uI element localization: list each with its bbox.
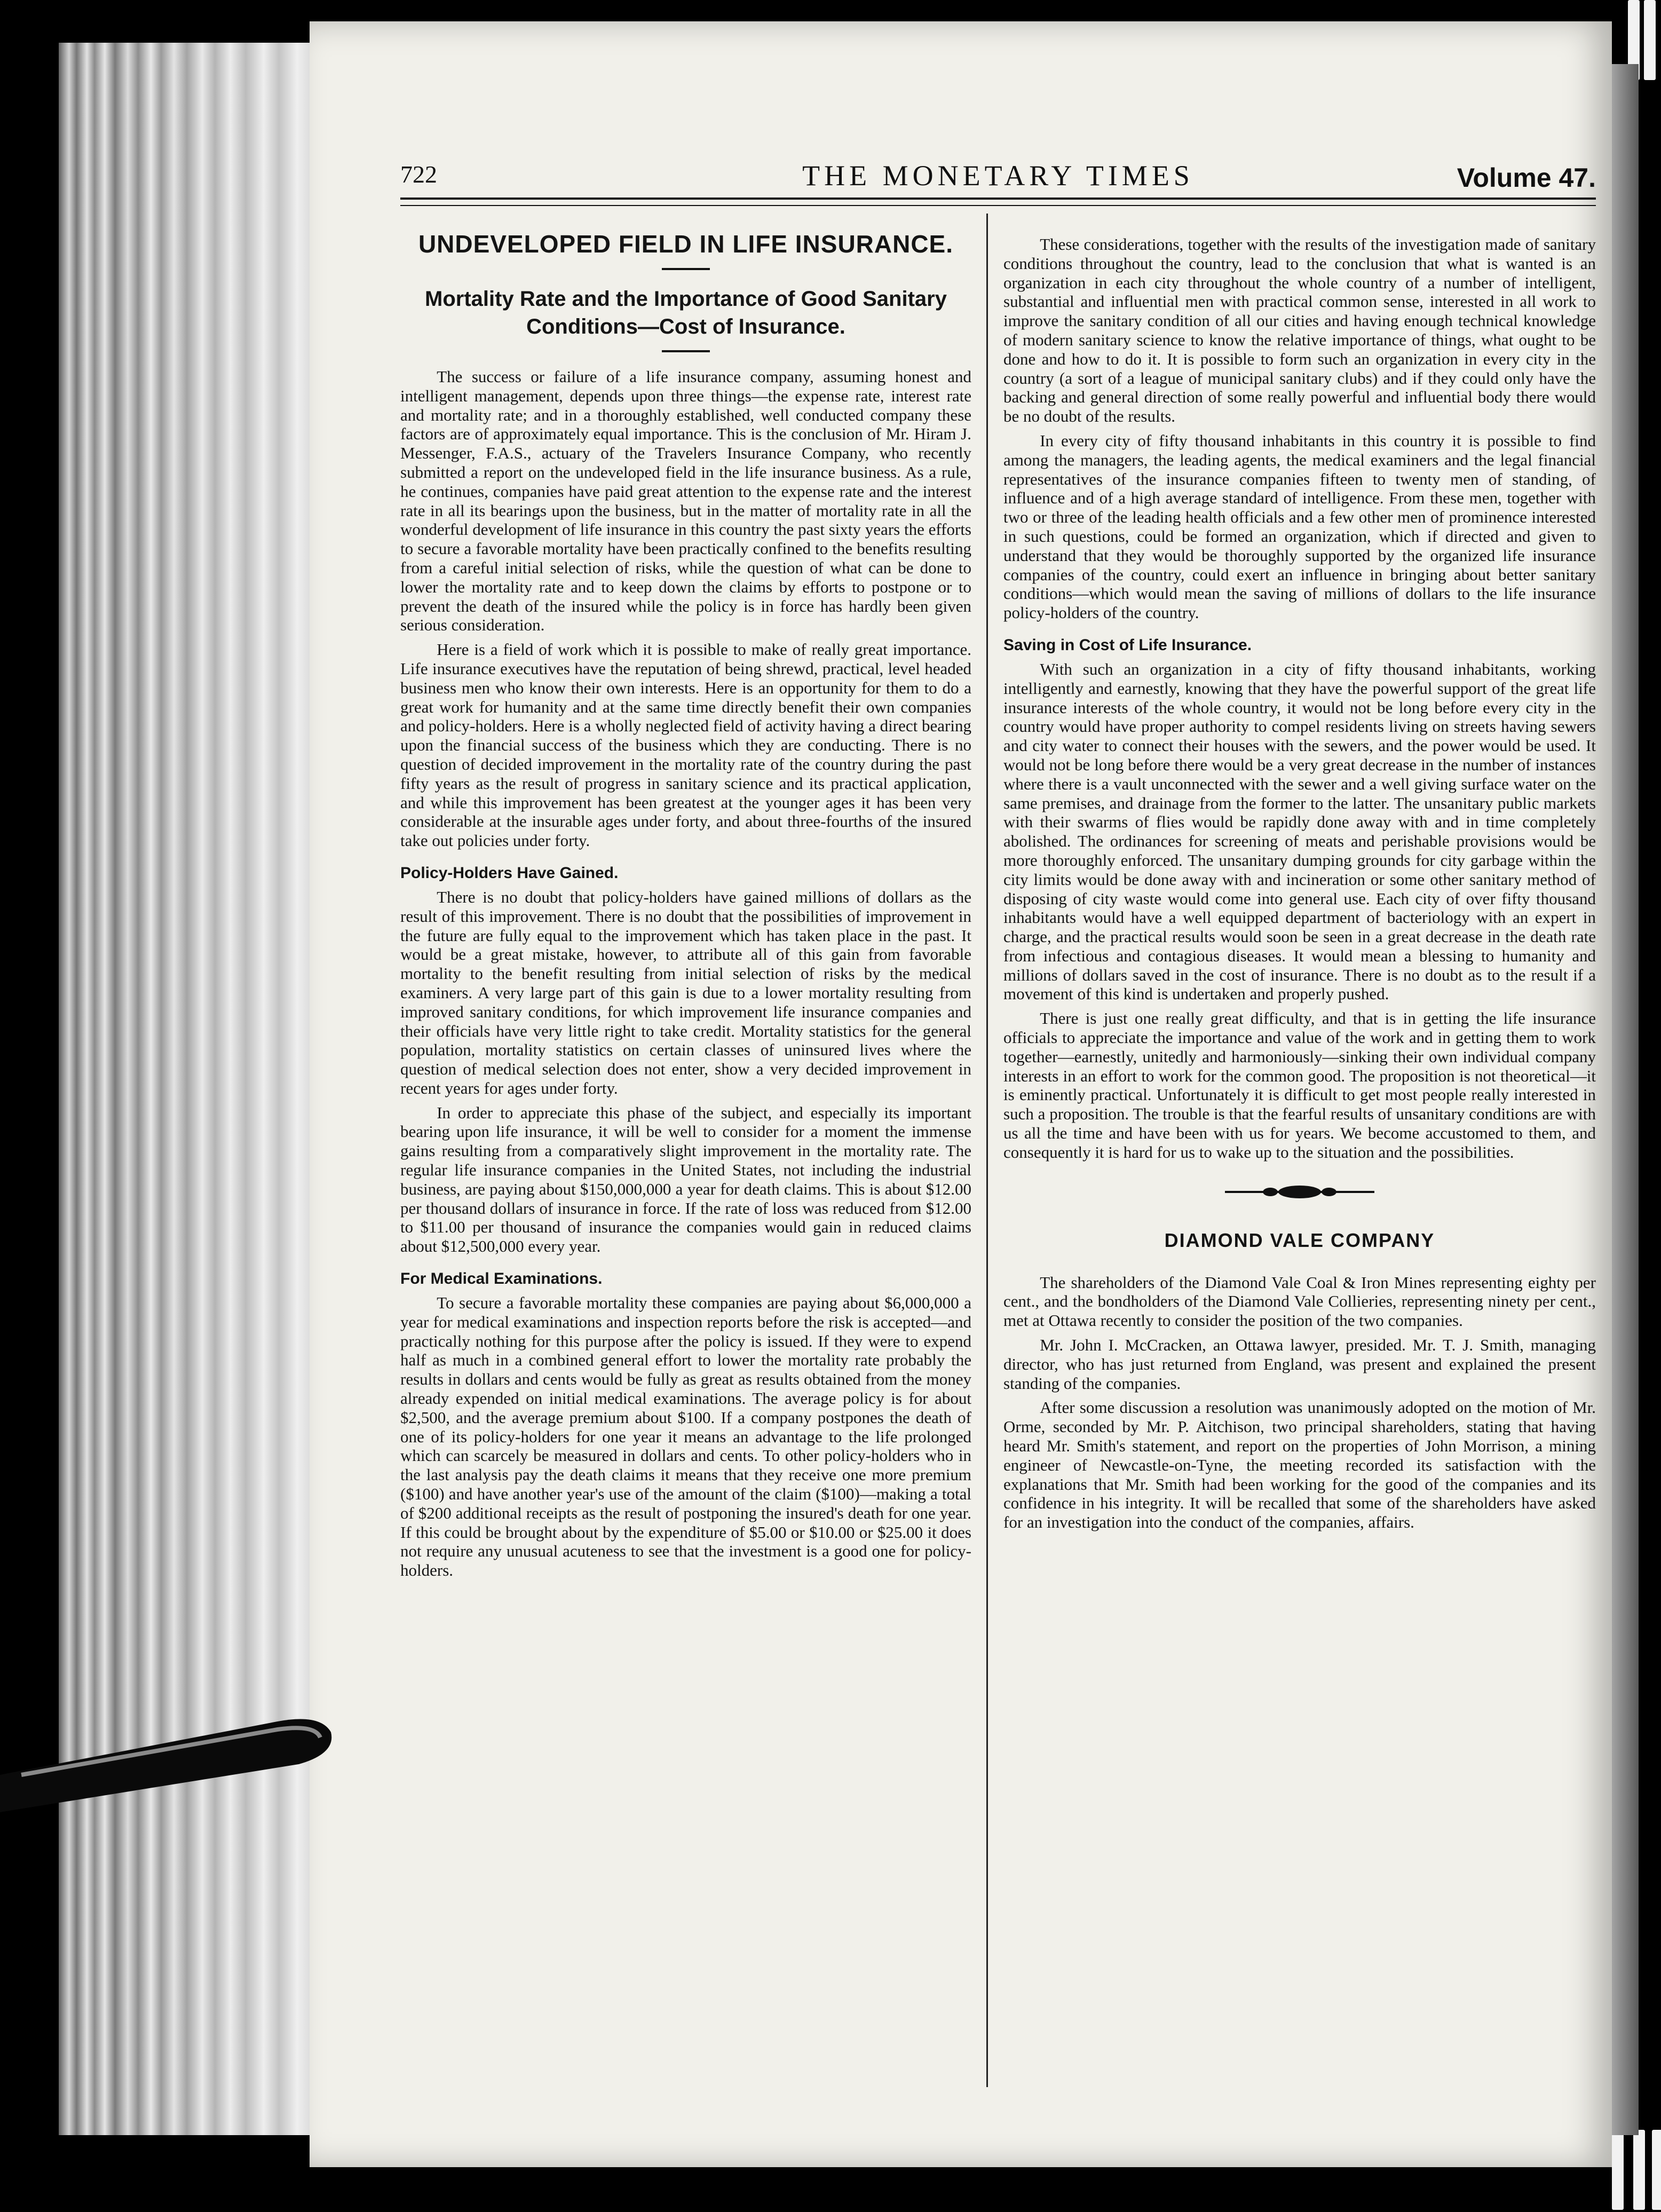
paragraph: In order to appreciate this phase of the subject, and especially its important bearing upon life insurance, it will be well to consider for a moment the immense gains resulting from a comparatively slight improvement in the mortality rate. The regular life insurance companies in the United States, not including the industrial business, are paying about $150,000,000 a year for death claims. This is about $12.00 per thousand dollars of insurance in force. If the rate of loss was reduced from $12.00 to $11.00 per thousand of insurance the companies would gain in reduced claims about $12,500,000 every year.	[400, 1103, 971, 1256]
paragraph: These considerations, together with the results of the investigation made of sanitary conditions throughout the country, lead to the conclusion that what is wanted is an organization in each city throughout the whole country of a number of intelligent, substantial and influential men with practical common sense, interested in all work to improve the sanitary condition of all our cities and having enough technical knowledge of modern sanitary science to know the relative importance of things, what ought to be done and how to do it. It is possible to form such an organization in every city in the country (a sort of a league of municipal sanitary clubs) and if they could only have the backing and general direction of some really powerful and influential body there would be no doubt of the results.	[1003, 235, 1596, 426]
paragraph: Here is a field of work which it is possible to make of really great importance. Life insurance executives have the reputation of being shrewd, practical, level headed business men who know their own interests. Here is an opportunity for them to do a great work for humanity and at the same time directly benefit their own companies and policy-holders. Here is a wholly neglected field of activity having a direct bearing upon the financial success of the business which they are conducting. There is no question of decided improvement in the mortality rate of the country during the past fifty years as the result of progress in sanitary science and its practical application, and while this improvement has been greatest at the younger ages it has been very considerable at the insurable ages under forty, and about three-fourths of the insured take out policies under forty.	[400, 640, 971, 850]
paragraph: There is just one really great difficulty, and that is in getting the life insurance officials to appreciate the importance and value of the work and in getting them to work together—earnestly, unitedly and harmoniously—sinking their own individual company interests in an effort to work for the common good. The proposition is not theoretical—it is eminently practical. Unfortunately it is difficult to get most people really interested in such a proposition. The trouble is that the fearful results of unsanitary conditions are with us all the time and have been with us for years. We become accustomed to them, and consequently it is hard for us to wake up to the situation and the possibilities.	[1003, 1009, 1596, 1162]
pen-pointer	[0, 1711, 342, 1812]
film-sprocket	[1644, 0, 1656, 80]
paragraph: Mr. John I. McCracken, an Ottawa lawyer, presided. Mr. T. J. Smith, managing director, who has just returned from England, was present and explained the present standing of the companies.	[1003, 1336, 1596, 1393]
article-subheadline: Mortality Rate and the Importance of Good Sanitary Conditions—Cost of Insurance.	[425, 287, 947, 338]
paragraph: The success or failure of a life insurance company, assuming honest and intelligent management, depends upon three things—the expense rate, interest rate and mortality rate; and in a thoroughly established, well conducted company these factors are of approximately equal importance. This is the conclusion of Mr. Hiram J. Messenger, F.A.S., actuary of the Travelers Insurance Company, who recently submitted a report on the undeveloped field in the life insurance business. As a rule, he continues, companies have paid great attention to the expense rate and the interest rate in all its bearings upon the business, but in the matter of mortality rate in all the wonderful development of life insurance in this country the past sixty years the efforts to secure a favorable mortality have been practically confined to the benefits resulting from a careful initial selection of risks, while the question of what can be done to lower the mortality rate and to keep down the claims by efforts to postpone or to prevent the death of the insured while the policy is in force has hardly been given serious consideration.	[400, 367, 971, 635]
paragraph: There is no doubt that policy-holders have gained millions of dollars as the result of this improvement. There is no doubt that the possibilities of improvement in the future are fully equal to the improvement which has taken place in the past. It would be a great mistake, however, to attribute all of this gain from favorable mortality to the benefit resulting from initial selection of risks by the medical examiners. A very large part of this gain is due to a lower mortality resulting from improved sanitary conditions, for which improvement life insurance companies and their officials have very little right to take credit. Mortality statistics for the general population, mortality statistics on certain classes of uninsured lives where the question of medical selection does not enter, show a very decided improvement in recent years for ages under forty.	[400, 887, 971, 1097]
bound-volume-spine	[59, 43, 315, 2135]
film-sprocket	[1652, 2130, 1661, 2210]
ornament-glyph	[1220, 1181, 1380, 1203]
paragraph: To secure a favorable mortality these companies are paying about $6,000,000 a year for medical examinations and inspection reports before the risk is accepted—and practically nothing for this purpose after the policy is issued. If they were to expend half as much in a combined general effort to lower the mortality rate probably the results in dollars and cents would be fully as great as results obtained from the money already expended on initial medical examinations. The average policy is for about $2,500, and the average premium about $100. If a company postpones the death of one of its policy-holders for one year it means an advantage to the life prolonged which can scarcely be measured in dollars and cents. To other policy-holders who in the last analysis pay the death claims it means that they receive one more premium ($100) and have another year's use of the amount of the claim ($100)—making a total of $200 additional receipts as the result of postponing the insured's death for one year. If this could be brought about by the expenditure of $5.00 or $10.00 or $25.00 it does not require any unusual acuteness to see that the investment is a good one for policy-holders.	[400, 1293, 971, 1580]
paragraph: The shareholders of the Diamond Vale Coal & Iron Mines representing eighty per cent., and the bondholders of the Diamond Vale Collieries, representing ninety per cent., met at Ottawa recently to consider the position of the two companies.	[1003, 1273, 1596, 1330]
film-sprocket	[1612, 2130, 1624, 2210]
paragraph: With such an organization in a city of fifty thousand inhabitants, working intelligently and earnestly, knowing that they have the powerful support of the great life insurance interests of the whole country, it would not be long before every city in the country would have proper authority to compel residents living on streets having sewers and city water to connect their houses with the sewers, and the power would be used. It would not be long before there would be a very great decrease in the number of instances where there is a vault unconnected with the sewer and a well giving surface water on the same premises, and drainage from the former to the latter. The unsanitary public markets with their swarms of flies would be rapidly done away with and in time completely abolished. The ordinances for screening of meats and perishable provisions would be more thoroughly enforced. The unsanitary dumping grounds for city garbage within the city limits would be done away with and incineration or some other sanitary method of disposing of city waste would come into general use. Each city of over fifty thousand inhabitants would have a well equipped department of bacteriology with an expert in charge, and the practical results would soon be seen in a great decrease in the death rate from infectious and contagious diseases. It would mean a blessing to humanity and millions of dollars saved in the cost of insurance. There is no doubt as to the result if a movement of this kind is undertaken and properly pushed.	[1003, 659, 1596, 1004]
paragraph: In every city of fifty thousand inhabitants in this country it is possible to find among the managers, the leading agents, the medical examiners and the legal financial representatives of the insurance companies fifteen to twenty men of standing, of influence and of a high average standard of intelligence. From these men, together with two or three of the leading health officials and a few other men of prominence interested in such questions, could be formed an organization, which if directed and given to understand that they would be thoroughly supported by the organized life insurance companies of the country, could exert an influence in bringing about better sanitary conditions—which would mean the saving of millions of dollars to the life insurance policy-holders of the country.	[1003, 431, 1596, 622]
page-number: 722	[400, 161, 437, 188]
section-heading: For Medical Examinations.	[400, 1270, 603, 1288]
left-column	[400, 230, 971, 1585]
headline-rule	[662, 350, 710, 352]
right-column	[1003, 235, 1596, 1537]
newspaper-page	[310, 21, 1612, 2167]
section-heading: Policy-Holders Have Gained.	[400, 864, 619, 882]
column-divider	[986, 214, 988, 2087]
film-sprocket	[1633, 2130, 1645, 2210]
film-edge	[0, 0, 21, 2212]
masthead: THE MONETARY TIMES	[802, 160, 1194, 192]
divider-ornament	[1220, 1181, 1380, 1208]
article-headline: UNDEVELOPED FIELD IN LIFE INSURANCE.	[418, 230, 954, 258]
header-rule	[400, 198, 1596, 200]
section-heading: Saving in Cost of Life Insurance.	[1003, 636, 1252, 654]
article-headline: DIAMOND VALE COMPANY	[1164, 1229, 1435, 1251]
volume-label: Volume 47.	[1457, 163, 1596, 193]
headline-rule	[662, 268, 710, 270]
header-rule	[400, 205, 1596, 206]
page-header	[400, 149, 1596, 198]
paragraph: After some discussion a resolution was unanimously adopted on the motion of Mr. Orme, seconded by Mr. P. Aitchison, two principal shareholders, stating that having heard Mr. Smith's statement, and report on the properties of John Morrison, a mining engineer of Newcastle-on-Tyne, the meeting recorded its satisfaction with the explanations that Mr. Smith had been working for the good of the companies and its confidence in his integrity. It will be recalled that some of the shareholders have asked for an investigation into the conduct of the companies, affairs.	[1003, 1398, 1596, 1532]
